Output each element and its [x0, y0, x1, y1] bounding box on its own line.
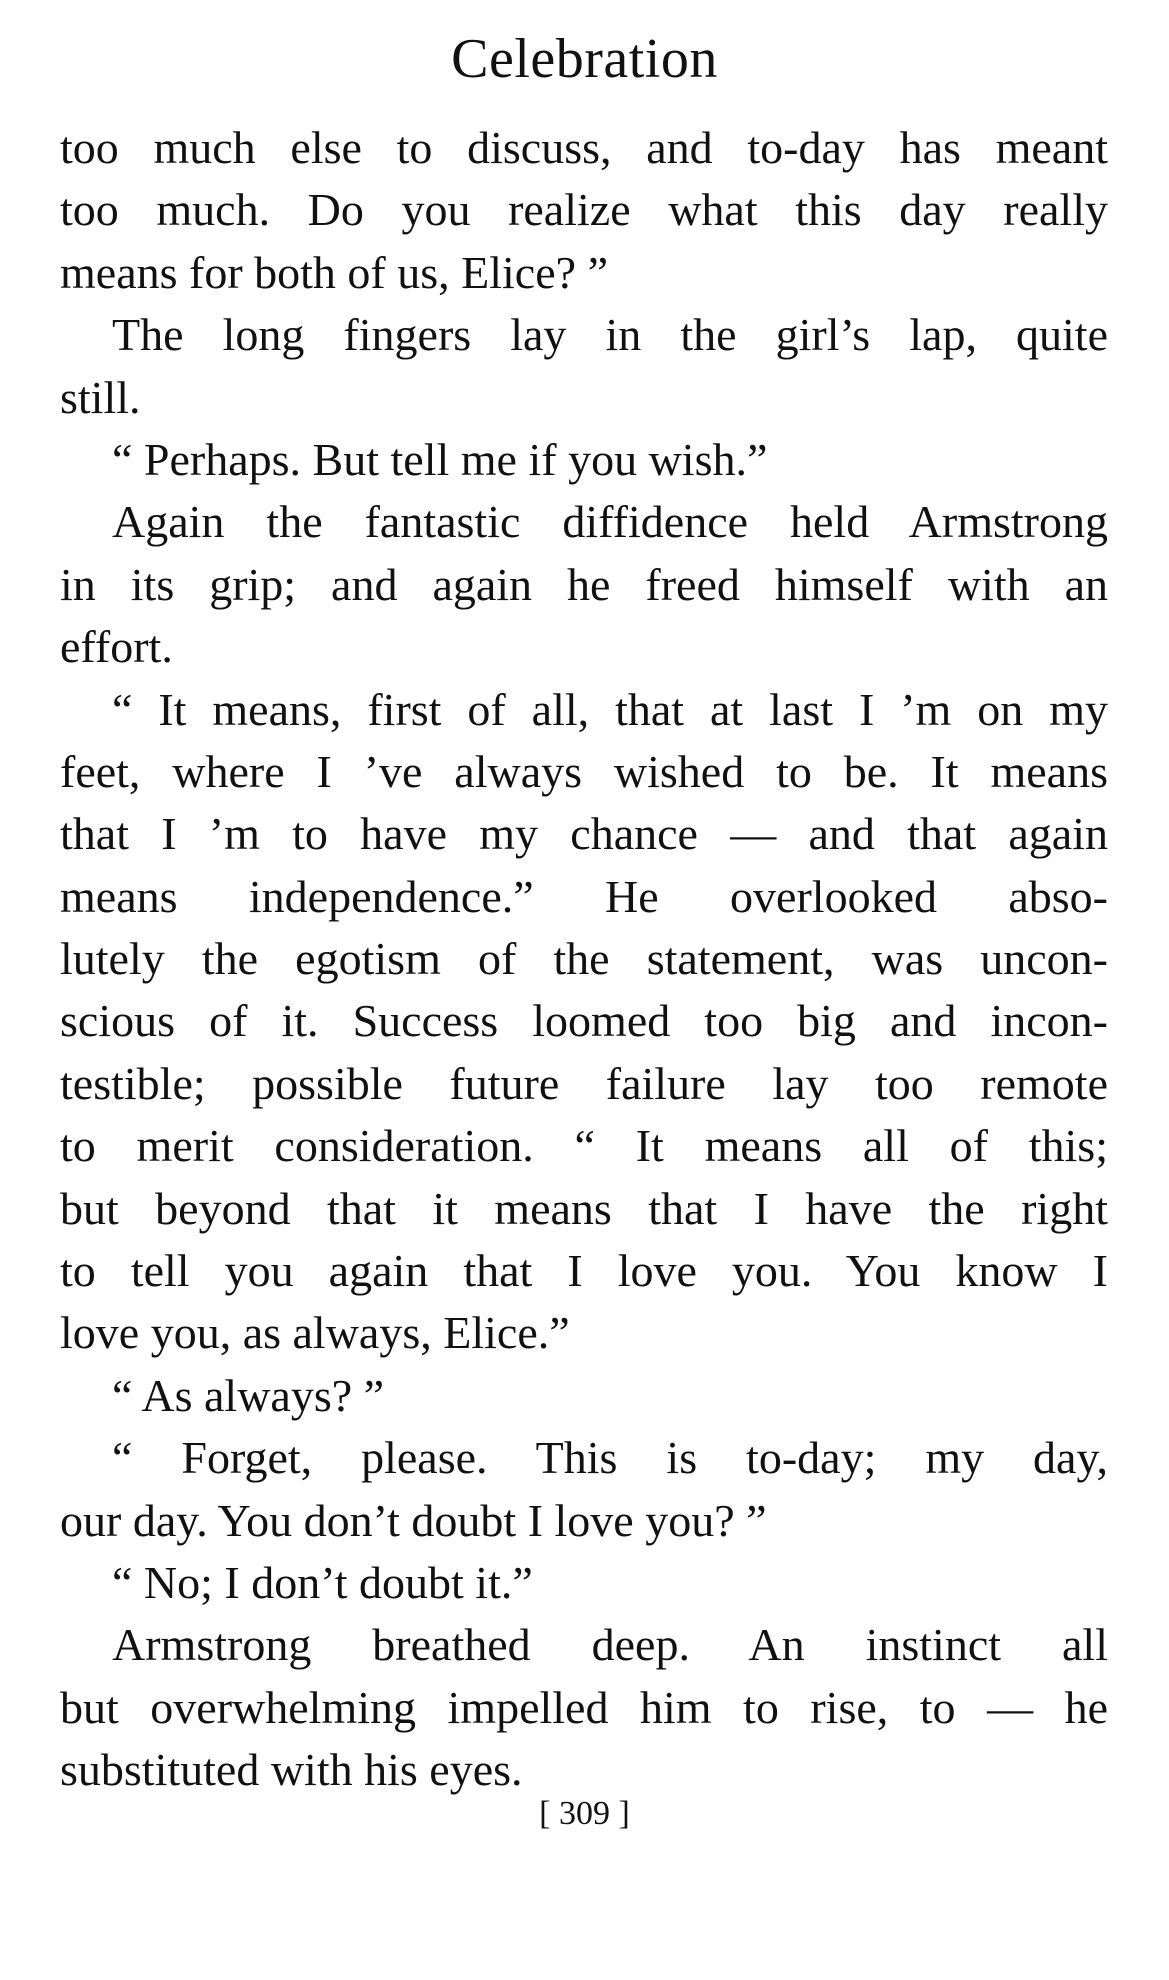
text-line: love you, as always, Elice.”	[60, 1307, 570, 1359]
text-line: means for both of us, Elice? ”	[60, 246, 608, 298]
text-line: “ Forget, please. This is to-day; my day,	[112, 1432, 1108, 1484]
text-line: too much else to discuss, and to-day has meant	[60, 122, 1108, 173]
text-line: testible; possible future failure lay too remote	[60, 1057, 1108, 1109]
text-line: scious of it. Success loomed too big and incon-	[60, 995, 1108, 1047]
text-line: lutely the egotism of the statement, was uncon-	[60, 933, 1108, 985]
text-line: Armstrong breathed deep. An instinct all	[112, 1619, 1108, 1671]
text-line: “ It means, first of all, that at last I ’m on my	[112, 683, 1108, 735]
body-text	[60, 117, 1108, 1802]
text-line: The long fingers lay in the girl’s lap, quite	[112, 309, 1108, 361]
text-line: Again the fantastic diffidence held Armstrong	[112, 496, 1108, 548]
text-line: substituted with his eyes.	[60, 1744, 523, 1796]
text-line: in its grip; and again he freed himself with an	[60, 558, 1108, 610]
text-line: “ As always? ”	[112, 1369, 385, 1421]
text-line: “ Perhaps. But tell me if you wish.”	[112, 433, 768, 485]
page-number: [ 309 ]	[539, 1795, 630, 1832]
text-line: still.	[60, 371, 141, 423]
text-line: but beyond that it means that I have the right	[60, 1182, 1108, 1234]
text-line: to tell you again that I love you. You know I	[60, 1245, 1108, 1297]
text-line: our day. You don’t doubt I love you? ”	[60, 1494, 767, 1546]
text-line: that I ’m to have my chance — and that again	[60, 808, 1108, 860]
text-line: to merit consideration. “ It means all of this;	[60, 1120, 1108, 1172]
text-line: means independence.” He overlooked abso-	[60, 870, 1108, 922]
running-head: Celebration	[451, 28, 718, 90]
text-line: effort.	[60, 621, 173, 673]
text-line: too much. Do you realize what this day really	[60, 184, 1108, 236]
text-line: feet, where I ’ve always wished to be. It means	[60, 745, 1108, 797]
text-line: “ No; I don’t doubt it.”	[112, 1556, 533, 1608]
text-line: but overwhelming impelled him to rise, to — he	[60, 1681, 1108, 1733]
